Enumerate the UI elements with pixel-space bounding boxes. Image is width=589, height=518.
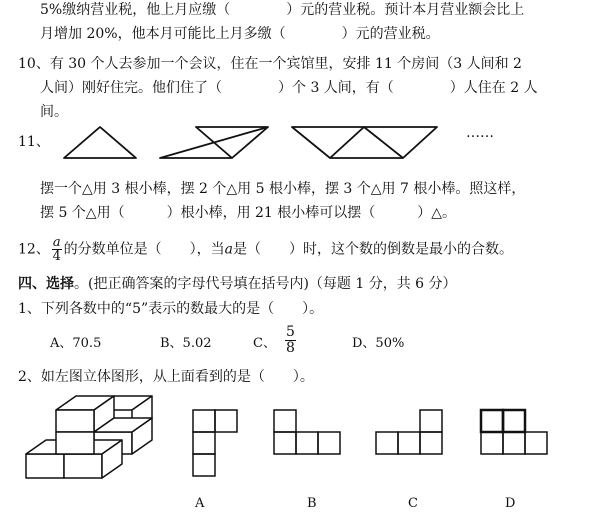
section-4-title: 四、选择 [18,276,74,292]
choice-q1: 1、下列各数中的“5”表示的数最大的是（ ）。 [18,301,324,317]
answer-c-label: C [408,496,418,511]
option-c-denominator: 8 [286,340,295,356]
answer-d-label: D [505,496,516,511]
q11-label: 11、 [18,134,50,150]
q11-text-2: 摆 5 个△用（ ）根小棒，用 21 根小棒可以摆（ ）△。 [40,205,457,221]
q12-numerator: a [52,235,61,250]
q10-line-2: 人间）刚好住完。他们住了（ ）个 3 人间，有（ ）人住在 2 人 [40,80,538,96]
choice-q1-option-a: A、70.5 [50,336,102,351]
choice-q2: 2、如左图立体图形，从上面看到的是（ ）。 [18,369,314,385]
q12-number: 12、 [18,241,50,258]
q12-denominator: 4 [52,249,61,264]
choice-q1-option-b: B、5.02 [160,336,212,351]
answer-a-label: A [195,496,205,511]
q12-mid: 的分数单位是（ ），当 [63,241,225,258]
q11-text-1: 摆一个△用 3 根小棒，摆 2 个△用 5 根小棒，摆 3 个△用 7 根小棒。照这样， [40,181,526,197]
option-c-numerator: 5 [286,324,295,340]
ellipsis: …… [466,125,494,141]
q9-line-1: 5%缴纳营业税，他上月应缴（ ）元的营业税。预计本月营业额会比上 [40,2,525,18]
section-4-desc: 。(把正确答案的字母代号填在括号内)（每题 1 分，共 6 分） [74,276,457,292]
choice-q1-option-d: D、50% [352,336,405,351]
q12-variable: a [224,241,233,258]
q9-line-2: 月增加 20%，他本月可能比上月多缴（ ）元的营业税。 [40,26,440,42]
answer-b-label: B [307,496,317,511]
q10-line-3: 间。 [40,104,68,120]
q10-line-1: 10、有 30 个人去参加一个会议，住在一个宾馆里，安排 11 个房间（3 人间和 2 [18,56,522,72]
option-c-label: C、 [253,336,276,351]
q12-post: 是（ ）时，这个数的倒数是最小的合数。 [232,241,513,258]
